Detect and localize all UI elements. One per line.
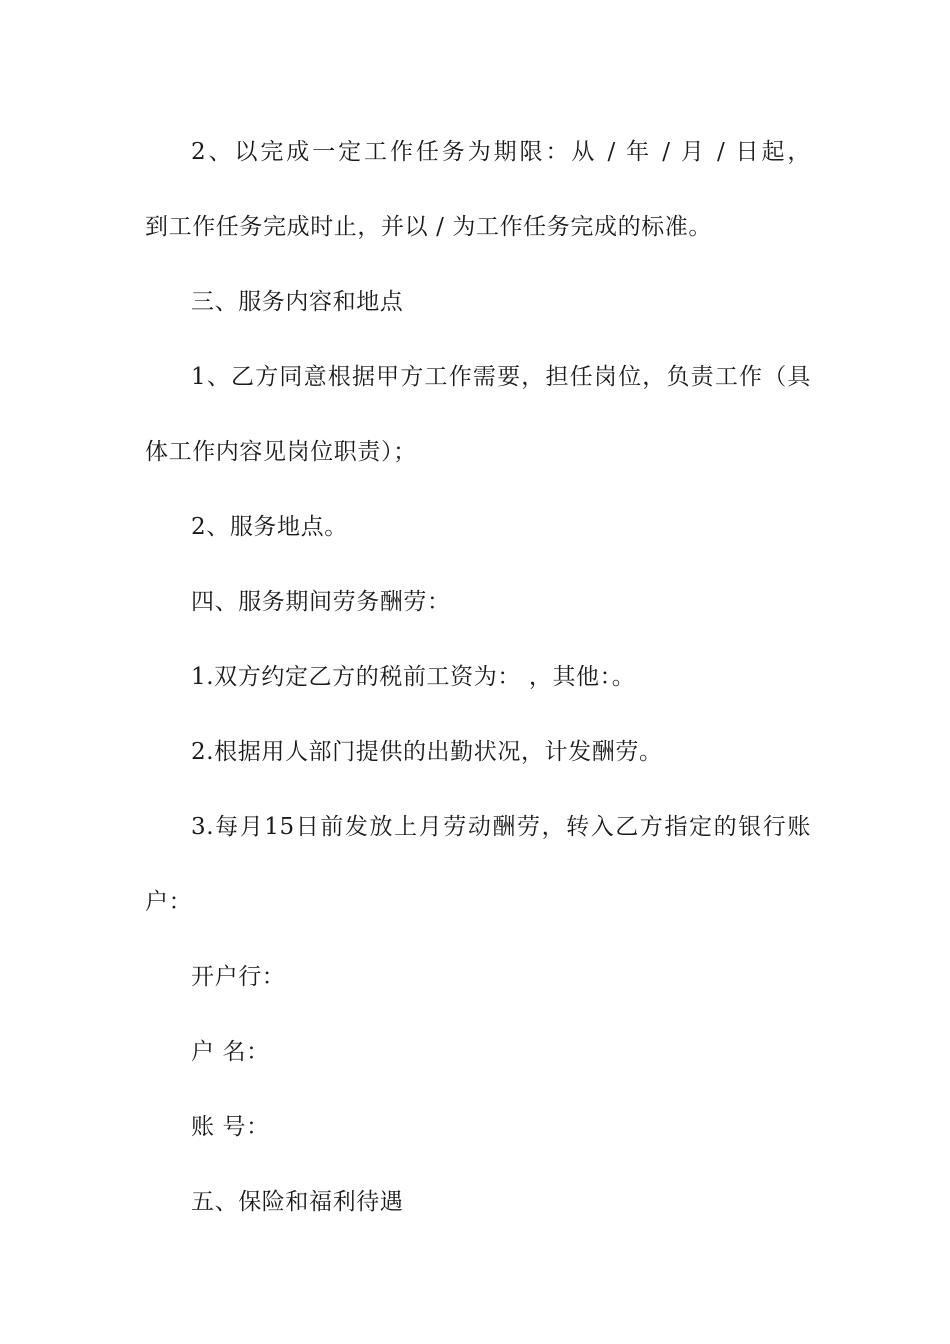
field-bank: 开户行： [191,964,286,990]
field-account-number: 账 号： [191,1114,270,1140]
section-heading-5: 五、保险和福利待遇 [191,1189,404,1215]
paragraph-service-line-2: 体工作内容见岗位职责）； [145,439,417,465]
paragraph-term-line-1: 2、以完成一定工作任务为期限：从 / 年 / 月 / 日起， [191,139,811,165]
paragraph-attendance: 2.根据用人部门提供的出勤状况，计发酬劳。 [191,739,663,765]
field-account-name: 户 名： [191,1039,270,1065]
paragraph-salary: 1.双方约定乙方的税前工资为： ，其他：。 [191,664,636,690]
paragraph-payment-line-2: 户： [145,889,193,915]
paragraph-service-line-1: 1、乙方同意根据甲方工作需要，担任岗位，负责工作（具 [191,364,811,390]
paragraph-term-line-2: 到工作任务完成时止，并以 / 为工作任务完成的标准。 [145,214,712,240]
section-heading-3: 三、服务内容和地点 [191,289,404,315]
section-heading-4: 四、服务期间劳务酬劳： [191,589,451,615]
paragraph-service-location: 2、服务地点。 [191,514,348,540]
paragraph-payment-line-1: 3.每月15日前发放上月劳动酬劳，转入乙方指定的银行账 [191,814,811,840]
